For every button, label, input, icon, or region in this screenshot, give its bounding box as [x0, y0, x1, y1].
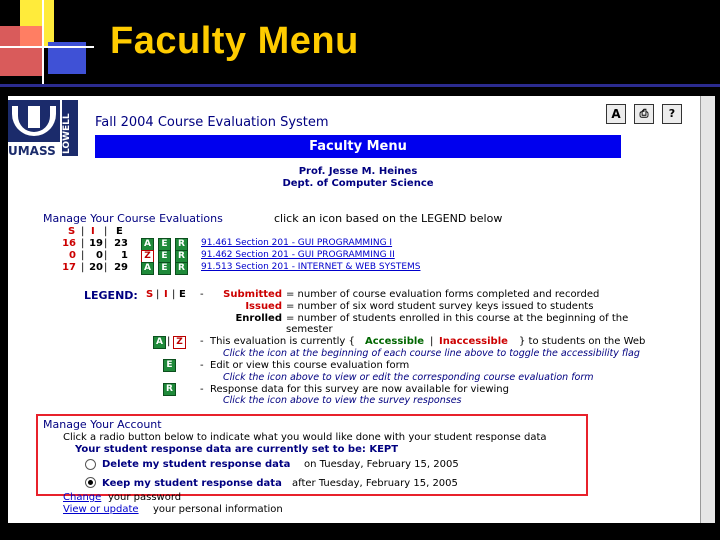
print-icon[interactable]: ⎙ [634, 104, 654, 124]
browser-screenshot: LOWELL UMASS Fall 2004 Course Evaluation System Faculty Menu Prof. Jesse M. Heines Dept. of Computer Science A ⎙ ? Manage Your Course Evaluations click an icon based on the LEGEND below S | I | E 16 | 19 | 23 A E R 91.461 Section 201 - GUI PROGRAMMING I 0 | 0 | 1 Z E R 91.462 Section 201 - GUI PROGRAMMING II 17 | 20 | 29 A E R 91.513 Section 201 - INTERNET & WEB SYSTEMS LEGEND: S | I | E - Submitted = number of course evaluation forms completed and recorded Issued = number of six word student survey keys issued to students Enrolled = number of students enrolled in this course at the beginning of the semester A | Z - This evaluation is currently { Accessible | Inaccessible } to students on the Web Click the icon at the beginning of each course line above to toggle the accessibility flag E - Edit or view this course evaluation form Click the icon above to view or edit the corresponding course evaluation form R - Response data for this survey are now available for viewing Click the icon above to view the survey responses Manage Your Account Click a radio button below to indicate what you would like done with your student response data Your student response data are currently set to be: KEPT Delete my student response data on Tuesday, February 15, 2005 Keep my student response data after Tuesday, February 15, 2005 Change your password View or update your personal information [8, 96, 715, 523]
course-link[interactable]: 91.513 Section 201 - INTERNET & WEB SYSTEMS [201, 262, 421, 272]
edit-form-icon[interactable]: E [158, 262, 171, 275]
department-name: Dept. of Computer Science [282, 178, 434, 189]
title-rule [0, 84, 720, 87]
legend-issued-term: Issued [245, 301, 282, 312]
accessible-toggle-icon[interactable]: A [141, 262, 154, 275]
inaccessible-toggle-icon[interactable]: Z [141, 250, 154, 263]
faculty-menu-banner: Faculty Menu [95, 135, 621, 158]
system-title: Fall 2004 Course Evaluation System [95, 115, 329, 130]
col-header-i: I [91, 226, 95, 237]
evals-instruction: click an icon based on the LEGEND below [274, 212, 503, 225]
edit-form-icon[interactable]: E [158, 238, 171, 251]
legend-response-icon: R [163, 383, 176, 396]
help-icon[interactable]: ? [662, 104, 682, 124]
view-responses-icon[interactable]: R [175, 262, 188, 275]
keep-data-radio[interactable] [85, 477, 96, 488]
legend-inaccessible-icon: Z [173, 336, 186, 349]
legend-label: LEGEND: [84, 289, 138, 302]
legend-submitted-term: Submitted [223, 289, 282, 300]
account-instruction: Click a radio button below to indicate what you would like done with your student response data [63, 432, 547, 443]
accessible-toggle-icon[interactable]: A [141, 238, 154, 251]
slide-title: Faculty Menu [110, 20, 359, 62]
slide-decoration [0, 0, 100, 90]
account-heading: Manage Your Account [43, 418, 162, 431]
legend-enrolled-term: Enrolled [235, 313, 282, 324]
course-link[interactable]: 91.461 Section 201 - GUI PROGRAMMING I [201, 238, 393, 248]
col-header-e: E [116, 226, 123, 237]
evals-heading: Manage Your Course Evaluations [43, 212, 223, 225]
view-responses-icon[interactable]: R [175, 250, 188, 263]
course-link[interactable]: 91.462 Section 201 - GUI PROGRAMMING II [201, 250, 395, 260]
umass-lowell-logo: LOWELL UMASS [8, 100, 80, 162]
scrollbar[interactable] [700, 96, 715, 523]
change-password-link[interactable]: Change [63, 492, 102, 503]
view-info-link[interactable]: View or update [63, 504, 139, 515]
delete-data-radio[interactable] [85, 459, 96, 470]
text-size-button[interactable]: A [606, 104, 626, 124]
legend-accessible-icon: A [153, 336, 166, 349]
col-header-s: S [68, 226, 76, 237]
account-status: Your student response data are currently set to be: KEPT [75, 444, 399, 455]
view-responses-icon[interactable]: R [175, 238, 188, 251]
professor-name: Prof. Jesse M. Heines [298, 166, 418, 177]
legend-edit-icon: E [163, 359, 176, 372]
edit-form-icon[interactable]: E [158, 250, 171, 263]
